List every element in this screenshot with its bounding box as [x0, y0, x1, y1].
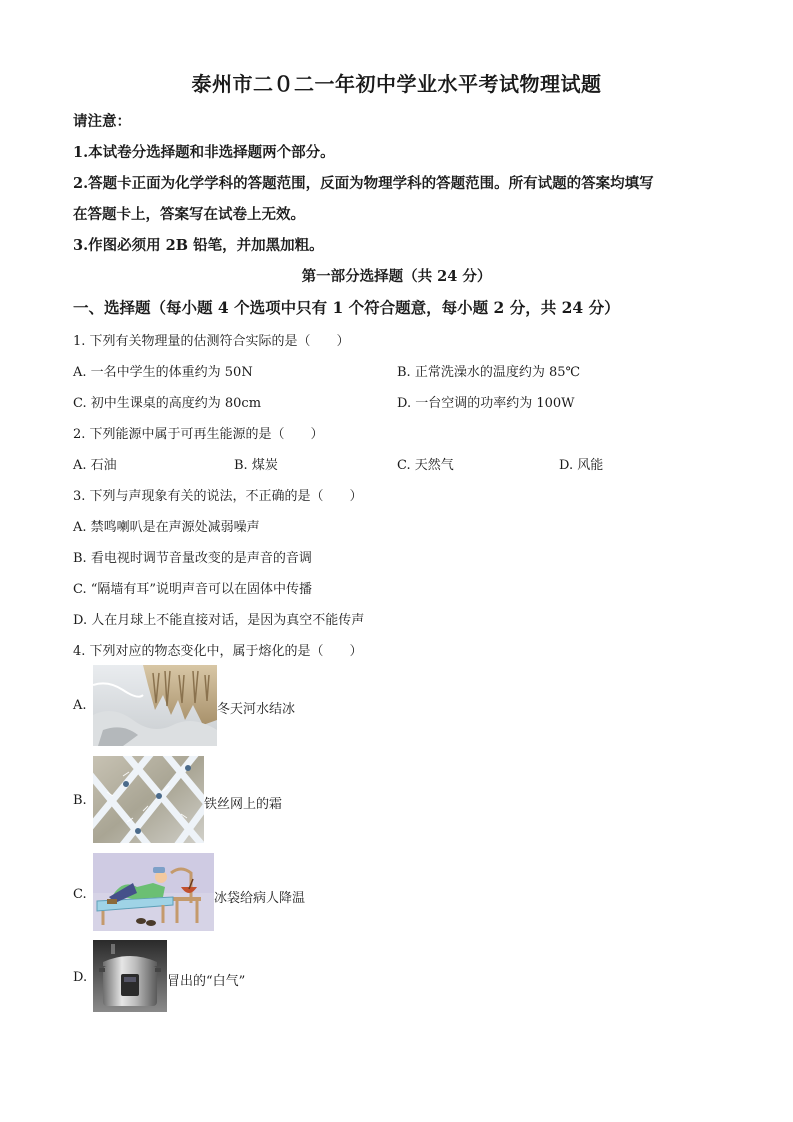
question-4-option-a-caption: 冬天河水结冰	[217, 702, 296, 717]
question-2-option-a: A. 石油	[73, 458, 117, 473]
question-2-option-d: D. 风能	[559, 458, 604, 473]
notice-item-2-continued: 在答题卡上，答案写在试卷上无效。	[73, 206, 305, 223]
question-1-option-c: C. 初中生课桌的高度约为 80cm	[73, 396, 262, 411]
part-one-title: 第一部分选择题（共 24 分）	[301, 268, 492, 285]
question-2-option-c: C. 天然气	[397, 458, 454, 473]
question-4-option-b-caption: 铁丝网上的霜	[204, 797, 283, 812]
question-3-option-a: A. 禁鸣喇叭是在声源处减弱噪声	[73, 520, 260, 535]
question-3-stem: 3. 下列与声现象有关的说法，不正确的是（ ）	[73, 489, 363, 504]
section-heading: 一、选择题（每小题 4 个选项中只有 1 个符合题意，每小题 2 分，共 24 分）	[73, 298, 620, 317]
question-4-option-b-letter: B.	[73, 793, 87, 808]
question-4-option-a-letter: A.	[73, 698, 87, 713]
ice-pack-patient-icon	[93, 853, 214, 931]
question-2-option-b: B. 煤炭	[234, 458, 278, 473]
frosted-wire-fence-image	[93, 756, 204, 843]
frosted-fence-icon	[93, 756, 204, 843]
question-4-option-d-caption: 冒出的“白气”	[167, 974, 246, 989]
ice-pack-patient-image	[93, 853, 214, 931]
notice-heading: 请注意：	[73, 113, 131, 130]
question-1-option-b: B. 正常洗澡水的温度约为 85℃	[397, 365, 581, 380]
question-3-option-b: B. 看电视时调节音量改变的是声音的音调	[73, 551, 312, 566]
question-1-option-d: D. 一台空调的功率约为 100W	[397, 396, 575, 411]
exam-title: 泰州市二０二一年初中学业水平考试物理试题	[191, 72, 602, 96]
question-2-stem: 2. 下列能源中属于可再生能源的是（ ）	[73, 427, 324, 442]
question-4-stem: 4. 下列对应的物态变化中，属于熔化的是（ ）	[73, 644, 363, 659]
pressure-cooker-image	[93, 940, 167, 1012]
notice-item-1: 1.本试卷分选择题和非选择题两个部分。	[73, 144, 335, 161]
question-3-option-d: D. 人在月球上不能直接对话，是因为真空不能传声	[73, 613, 365, 628]
question-3-option-c: C. “隔墙有耳”说明声音可以在固体中传播	[73, 582, 313, 597]
notice-item-3: 3.作图必须用 2B 铅笔，并加黑加粗。	[73, 237, 324, 254]
pressure-cooker-icon	[93, 940, 167, 1012]
question-4-option-c-caption: 冰袋给病人降温	[214, 891, 306, 906]
frozen-river-icon	[93, 665, 217, 746]
notice-item-2: 2.答题卡正面为化学学科的答题范围，反面为物理学科的答题范围。所有试题的答案均填写	[73, 175, 654, 192]
question-1-stem: 1. 下列有关物理量的估测符合实际的是（ ）	[73, 334, 350, 349]
question-4-option-c-letter: C.	[73, 887, 87, 902]
question-4-option-d-letter: D.	[73, 970, 88, 985]
frozen-river-image	[93, 665, 217, 746]
question-1-option-a: A. 一名中学生的体重约为 50N	[73, 365, 253, 380]
